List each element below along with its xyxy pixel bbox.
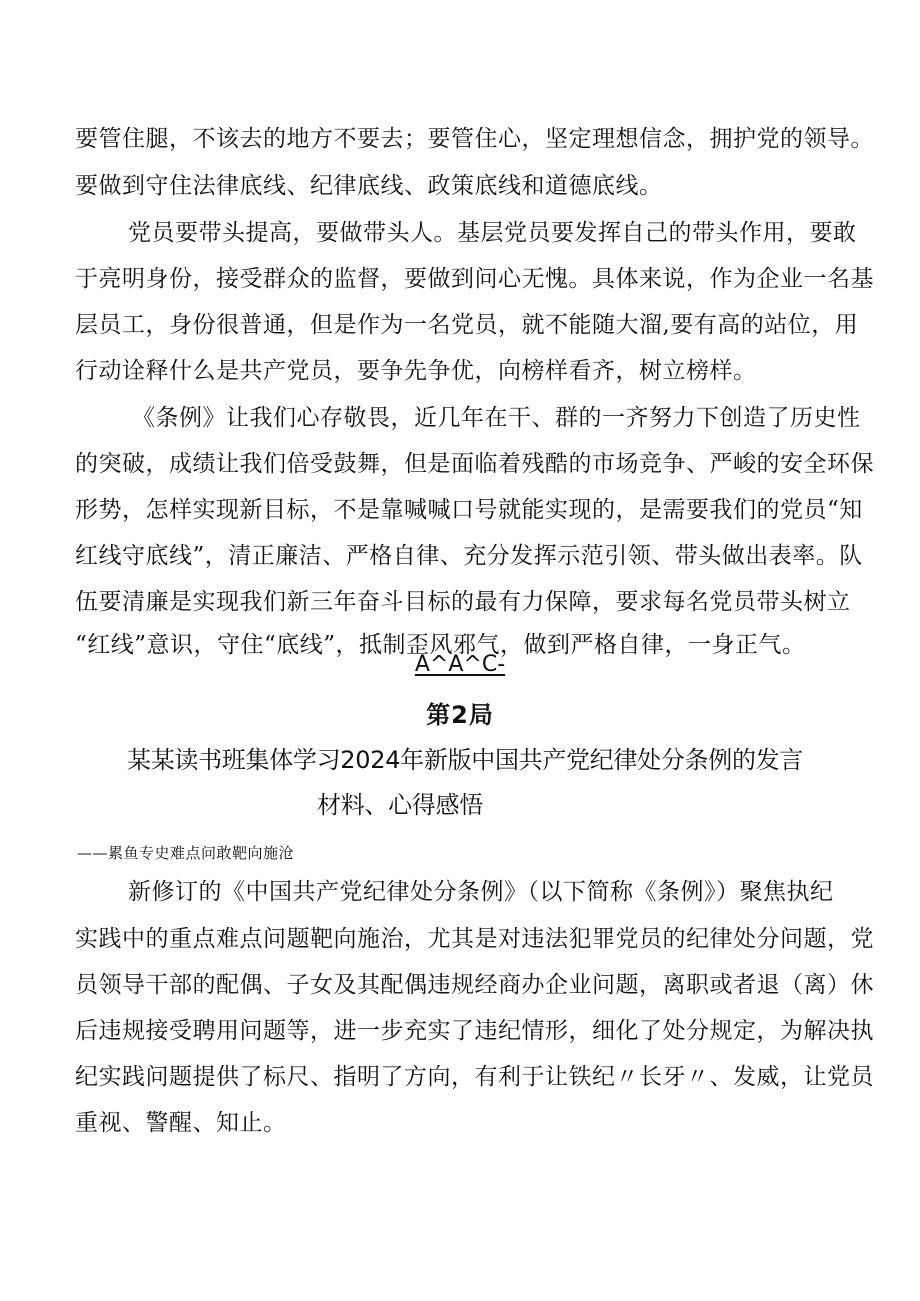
text-line: 伍要清廉是实现我们新三年奋斗目标的最有力保障，要求每名党员带头树立 (75, 589, 851, 615)
text-line: 层员工，身份很普通，但是作为一名党员，就不能随大溜,要有高的站位，用 (75, 312, 859, 338)
text-line: 重视、警醒、知止。 (75, 1110, 287, 1136)
text-line: 形势，怎样实现新目标，不是靠喊喊口号就能实现的，是需要我们的党员“知 (75, 497, 863, 523)
text-line: 行动诠释什么是共产党员，要争先争优，向榜样看齐，树立榜样。 (75, 358, 757, 384)
text-line: 新修订的《中国共产党纪律处分条例》（以下简称《条例》）聚焦执纪 (128, 879, 834, 905)
text-line: “红线”意识，守住“底线”，抵制歪风邪气，做到严格自律，一身正气。 (75, 632, 806, 658)
separator-mark: A^A^C- (414, 652, 506, 677)
text-line: 员领导干部的配偶、子女及其配偶违规经商办企业问题，离职或者退（离）休 (75, 972, 874, 998)
text-line: 纪实践问题提供了标尺、指明了方向，有利于让铁纪〃长牙〃、发威，让党员 (75, 1064, 874, 1090)
text-line: 《条例》让我们心存敬畏，近几年在干、群的一齐努力下创造了历史性 (132, 405, 861, 431)
text-line: 实践中的重点难点问题靶向施治，尤其是对违法犯罪党员的纪律处分问题，党 (75, 926, 874, 952)
text-line: 要管住腿，不该去的地方不要去；要管住心，坚定理想信念，拥护党的领导。 (75, 126, 874, 152)
text-line: 后违规接受聘用问题等，进一步充实了违纪情形，细化了处分规定，为解决执 (75, 1018, 874, 1044)
text-line: 于亮明身份，接受群众的监督，要做到问心无愧。具体来说，作为企业一名基 (75, 266, 874, 292)
text-line: 要做到守住法律底线、纪律底线、政策底线和道德底线。 (75, 173, 663, 199)
text-line: 党员要带头提高，要做带头人。基层党员要发挥自己的带头作用，要敢 (128, 220, 857, 246)
article-title-line-1: 某某读书班集体学习2024年新版中国共产党纪律处分条例的发言 (127, 746, 804, 774)
page-label: 第2局 (426, 701, 494, 729)
article-title-line-2: 材料、心得感悟 (317, 791, 483, 819)
article-subtitle: ——累鱼专史难点问敢靶向施沧 (77, 844, 295, 862)
text-line: 红线守底线”，清正廉洁、严格自律、充分发挥示范引领、带头做出表率。队 (75, 543, 863, 569)
text-line: 的突破，成绩让我们倍受鼓舞，但是面临着残酷的市场竞争、严峻的安全环保 (75, 451, 874, 477)
